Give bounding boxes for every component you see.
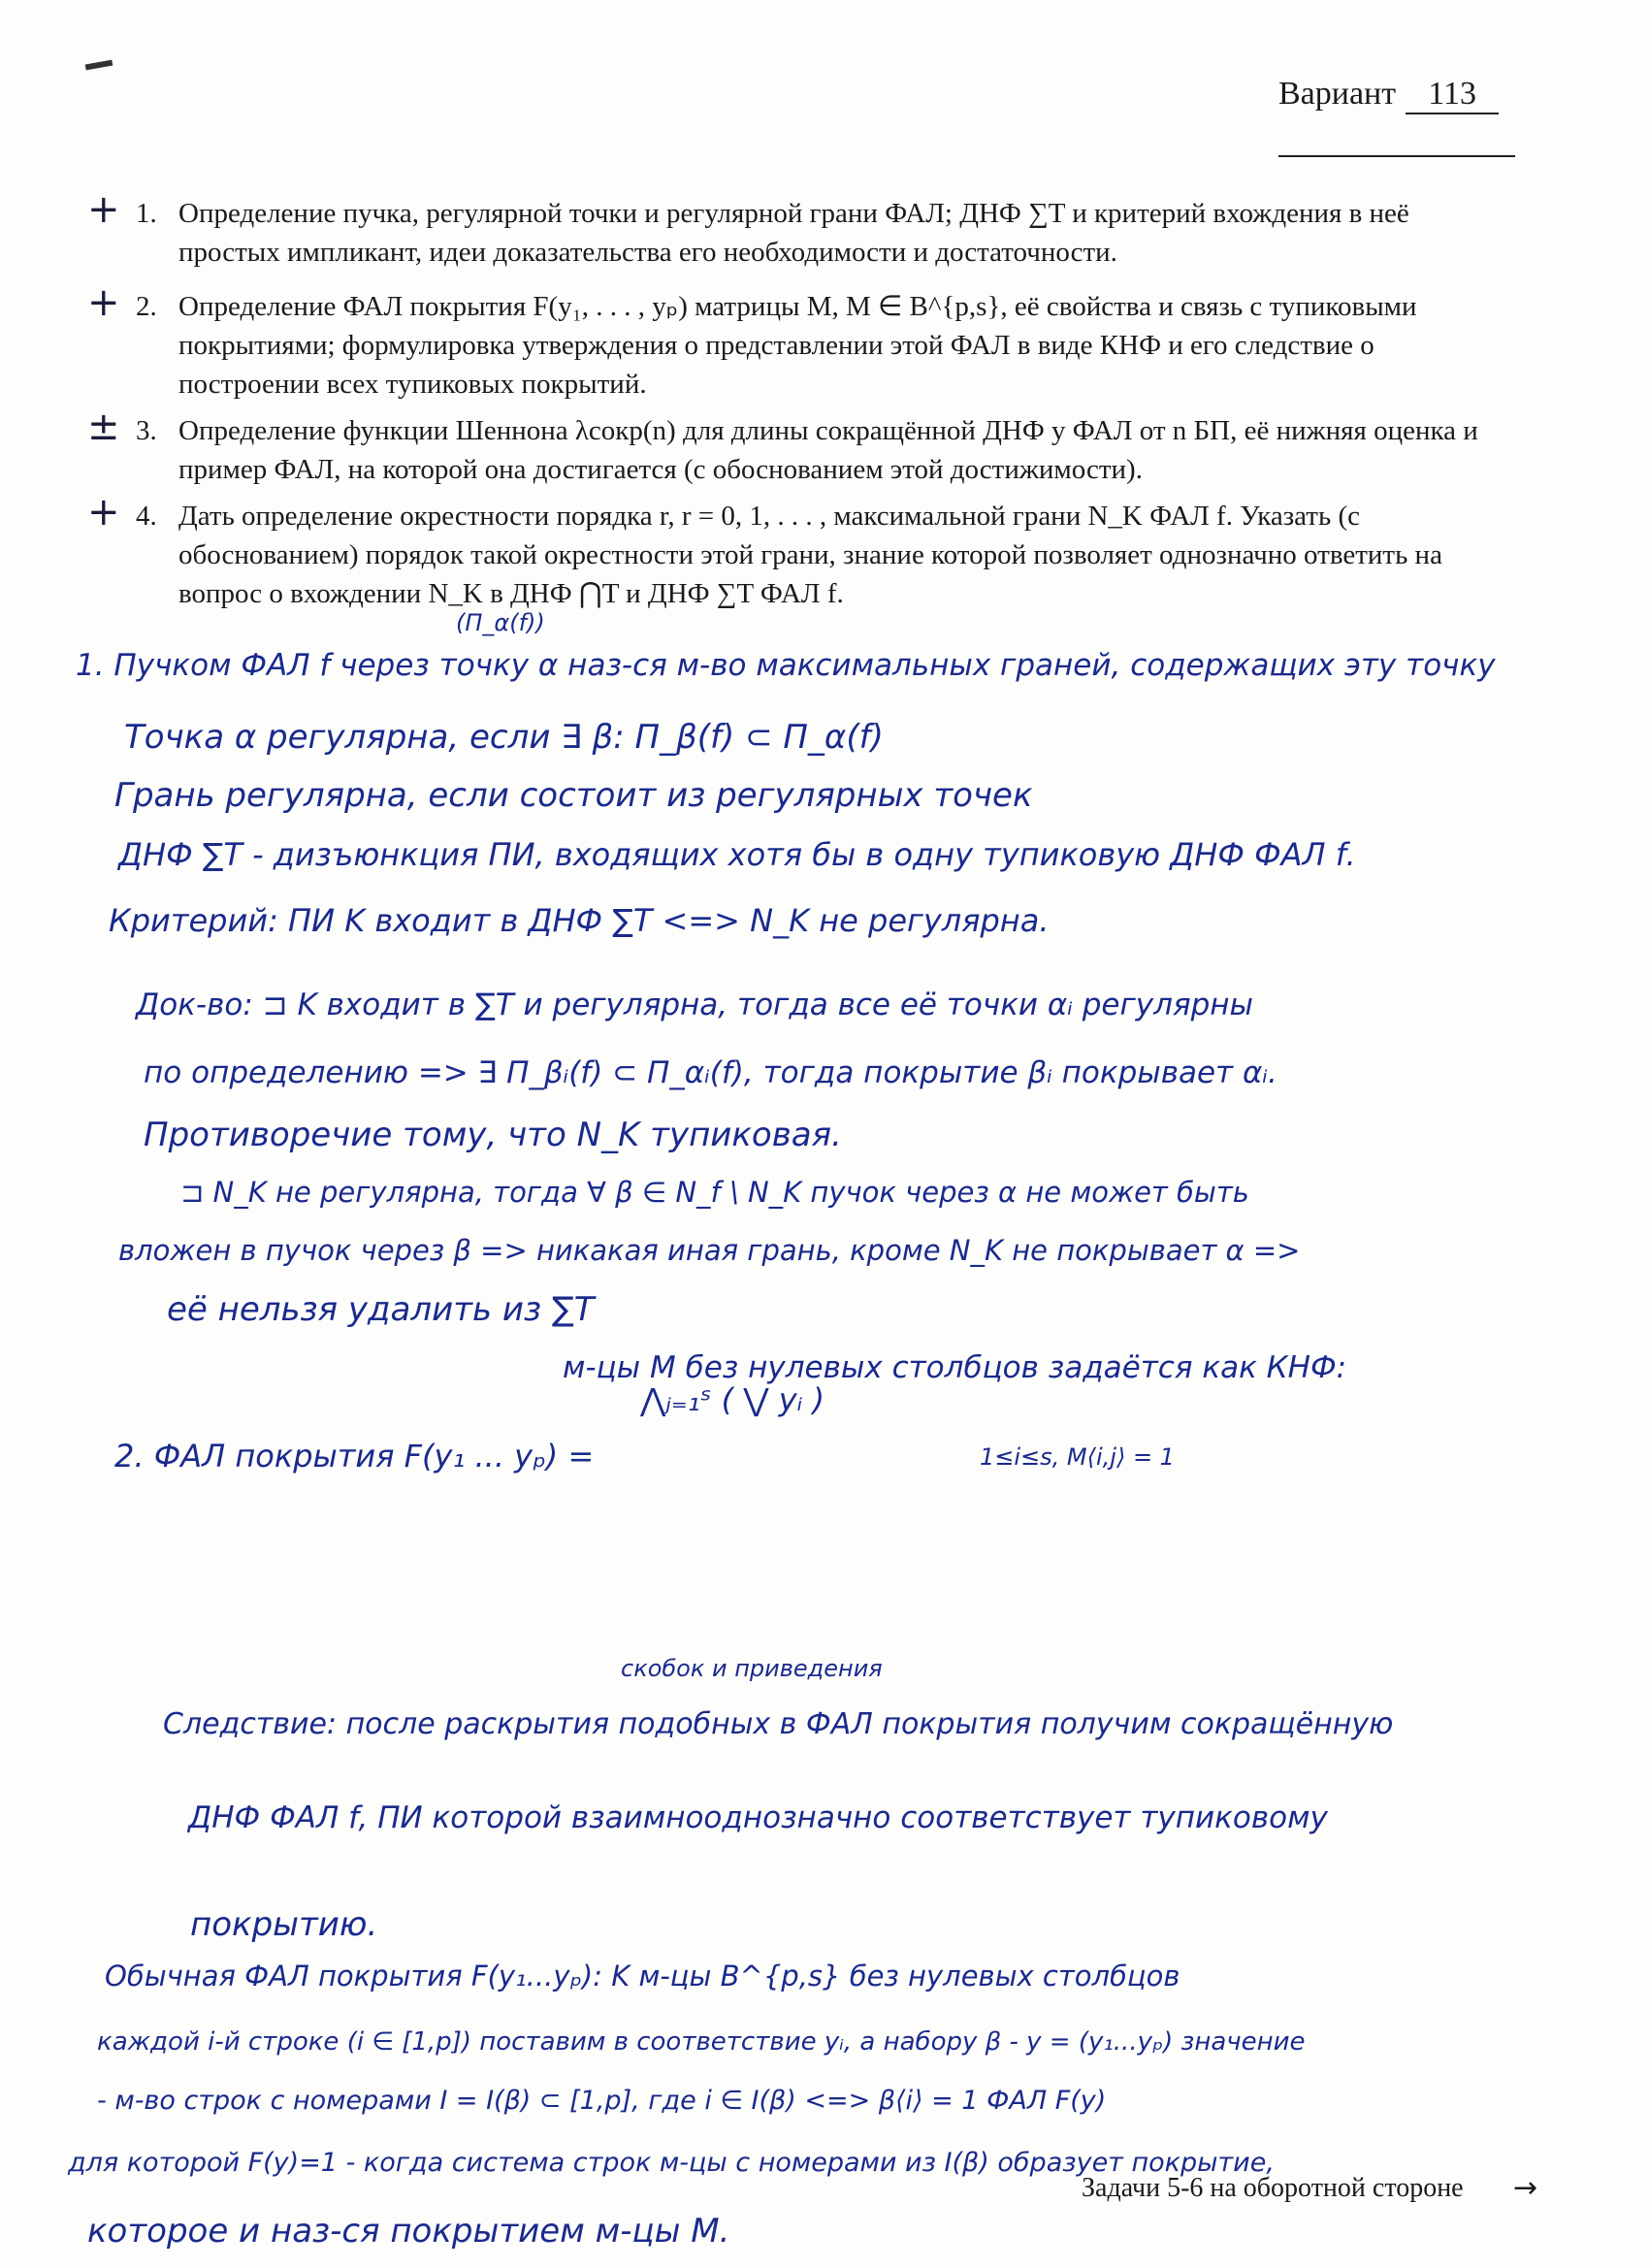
- handwritten-line: каждой i-й строке (i ∈ [1,p]) поставим в соответствие yᵢ, а набору β - y = (y₁...yₚ) значение: [97, 2027, 1306, 2057]
- question-number: 3.: [136, 415, 157, 446]
- question-2: [87, 280, 1513, 404]
- handwritten-line: Противоречие тому, что N_K тупиковая.: [144, 1116, 842, 1154]
- handwritten-line: её нельзя удалить из ∑T: [167, 1290, 595, 1329]
- handwritten-line: 1. Пучком ФАЛ f через точку α наз-ся м-во максимальных граней, содержащих эту точку: [76, 648, 1496, 683]
- variant-blank-line: [1278, 155, 1515, 157]
- handwritten-line: ⊐ N_K не регулярна, тогда ∀ β ∈ N_f \ N_K пучок через α не может быть: [180, 1176, 1249, 1209]
- question-1: [87, 187, 1513, 272]
- handwritten-line: Обычная ФАЛ покрытия F(y₁...yₚ): K м-цы B^{p,s} без нулевых столбцов: [105, 1960, 1180, 1993]
- handwritten-line: которое и наз-ся покрытием м-цы M.: [87, 2212, 730, 2251]
- question-4: [87, 490, 1513, 613]
- handwritten-line: Точка α регулярна, если ∃ β: Π_β(f) ⊂ Π_α(f): [124, 718, 884, 757]
- variant-label: Вариант: [1278, 76, 1397, 112]
- handwritten-line: по определению => ∃ Π_βᵢ(f) ⊂ Π_αᵢ(f), тогда покрытие βᵢ покрывает αᵢ.: [144, 1055, 1277, 1090]
- handwritten-line: м-цы M без нулевых столбцов задаётся как КНФ:: [563, 1350, 1347, 1385]
- question-3: [87, 405, 1513, 489]
- question-text: Определение пучка, регулярной точки и регулярной грани ФАЛ; ДНФ ∑T и критерий вхождения в неё простых импликант, идеи доказательства его необходимости и достаточности.: [178, 198, 1409, 268]
- variant-number: 113: [1406, 76, 1499, 114]
- question-text: Дать определение окрестности порядка r, r = 0, 1, . . . , максимальной грани N_K ФАЛ f. Указать (с обоснованием) порядок такой окрестности этой грани, знание которой позволяет однозначно ответить на вопрос о вхождении N_K в ДНФ ⋂T и ДНФ ∑T ФАЛ f.: [178, 501, 1442, 609]
- grade-marker: +: [87, 280, 120, 325]
- grade-marker: +: [87, 187, 120, 232]
- question-number: 4.: [136, 501, 157, 532]
- question-text: Определение ФАЛ покрытия F(y₁, . . . , yₚ) матрицы M, M ∈ B^{p,s}, её свойства и связь с тупиковыми покрытиями; формулировка утверждения о представлении этой ФАЛ в виде КНФ и его следствие о построении всех тупиковых покрытий.: [178, 291, 1417, 400]
- handwritten-line: 1≤i≤s, M⟨i,j⟩ = 1: [980, 1443, 1175, 1471]
- corner-mark: [85, 60, 113, 71]
- arrow-right-icon: →: [1513, 2171, 1538, 2205]
- handwritten-line: покрытию.: [190, 1905, 378, 1944]
- handwritten-line: Грань регулярна, если состоит из регулярных точек: [114, 776, 1033, 815]
- question-text: Определение функции Шеннона λсокр(n) для длины сокращённой ДНФ у ФАЛ от n БП, её нижняя оценка и пример ФАЛ, на которой она достигается (с обоснованием этой достижимости).: [178, 415, 1478, 485]
- handwritten-line: Критерий: ПИ K входит в ДНФ ∑T <=> N_K не регулярна.: [109, 902, 1050, 939]
- handwritten-line: ДНФ ∑T - дизъюнкция ПИ, входящих хотя бы в одну тупиковую ДНФ ФАЛ f.: [118, 836, 1356, 873]
- question-number: 2.: [136, 291, 157, 322]
- handwritten-line: Док-во: ⊐ K входит в ∑T и регулярна, тогда все её точки αᵢ регулярны: [136, 988, 1254, 1022]
- variant-header: [1278, 76, 1499, 114]
- handwritten-line: (Π_α(f)): [456, 609, 545, 636]
- handwritten-line: Следствие: после раскрытия подобных в ФАЛ покрытия получим сокращённую: [163, 1707, 1394, 1741]
- handwritten-line: ⋀ⱼ₌₁ˢ ( ⋁ yᵢ ): [640, 1381, 825, 1418]
- handwritten-line: скобок и приведения: [621, 1655, 883, 1682]
- handwritten-line: вложен в пучок через β => никакая иная грань, кроме N_K не покрывает α =>: [118, 1234, 1301, 1267]
- grade-marker: +: [87, 490, 120, 535]
- question-number: 1.: [136, 198, 157, 229]
- handwritten-line: ДНФ ФАЛ f, ПИ которой взаимнооднозначно соответствует тупиковому: [188, 1800, 1328, 1835]
- footer-note: Задачи 5-6 на оборотной стороне: [1082, 2173, 1464, 2203]
- handwritten-line: - м-во строк с номерами I = I(β) ⊂ [1,p], где i ∈ I(β) <=> β⟨i⟩ = 1 ФАЛ F(y): [97, 2086, 1107, 2116]
- handwritten-line: 2. ФАЛ покрытия F(y₁ ... yₚ) =: [114, 1438, 595, 1474]
- handwritten-line: для которой F(y)=1 - когда система строк м-цы с номерами из I(β) образует покрытие,: [68, 2148, 1275, 2178]
- grade-marker: ±: [87, 405, 120, 449]
